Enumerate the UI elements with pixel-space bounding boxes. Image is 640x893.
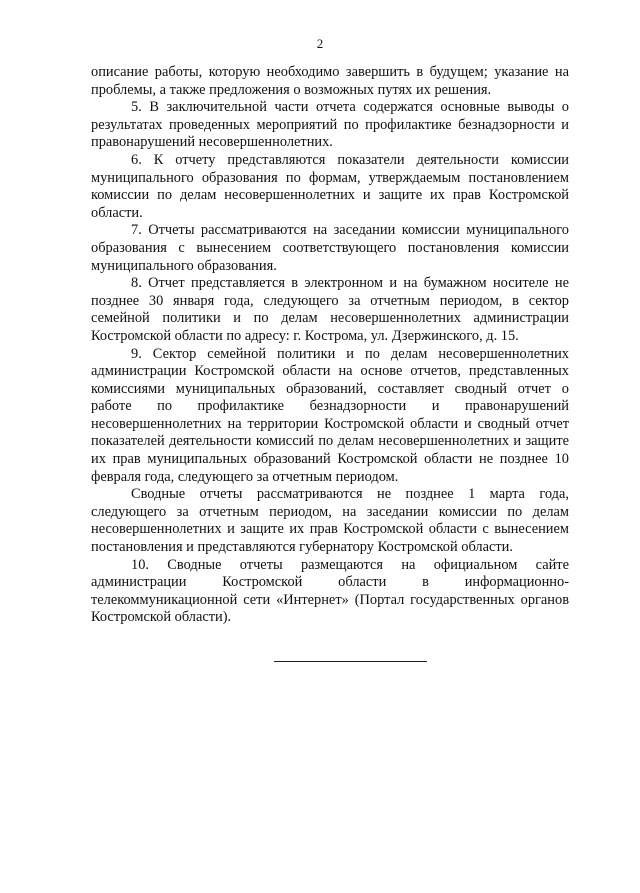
paragraph-8: 8. Отчет представляется в электронном и на бумажном носителе не позднее 30 января года, следующего за отчетным периодом, в сектор семейной политики и по делам несовершеннолетних администрации Костромской области по адресу: г. Кострома, ул. Дзержинского, д. 15. bbox=[91, 275, 569, 344]
page-number: 2 bbox=[316, 36, 324, 51]
paragraph-10: 10. Сводные отчеты размещаются на официальном сайте администрации Костромской области в информационно-телекоммуникационной сети «Интернет» (Портал государственных органов Костромской области). bbox=[91, 556, 569, 626]
paragraph-5: 5. В заключительной части отчета содержатся основные выводы о результатах проведенных мероприятий по профилактике безнадзорности и правонарушений несовершеннолетних. bbox=[91, 99, 569, 151]
document-body bbox=[91, 64, 569, 627]
paragraph-continuation: описание работы, которую необходимо завершить в будущем; указание на проблемы, а также предложения о возможных путях их решения. bbox=[91, 64, 569, 98]
paragraph-9-summary: Сводные отчеты рассматриваются не позднее 1 марта года, следующего за отчетным периодом, на заседании комиссии по делам несовершеннолетних и защите их прав Костромской области с вынесением постановления и представляются губернатору Костромской области. bbox=[91, 486, 569, 556]
end-of-document-rule bbox=[274, 661, 427, 662]
paragraph-7: 7. Отчеты рассматриваются на заседании комиссии муниципального образования с вынесением соответствующего постановления комиссии муниципального образования. bbox=[91, 222, 569, 274]
paragraph-9: 9. Сектор семейной политики и по делам несовершеннолетних администрации Костромской области на основе отчетов, представленных комиссиями муниципальных образований, составляет сводный отчет о работе по профилактике безнадзорности и правонарушений несовершеннолетних на территории Костромской области и сводный отчет показателей деятельности комиссий по делам несовершеннолетних и защите их прав муниципальных образований Костромской области не позднее 10 февраля года, следующего за отчетным периодом. bbox=[91, 345, 569, 485]
paragraph-6: 6. К отчету представляются показатели деятельности комиссии муниципального образования по формам, утверждаемым постановлением комиссии по делам несовершеннолетних и защите их прав Костромской области. bbox=[91, 151, 569, 221]
